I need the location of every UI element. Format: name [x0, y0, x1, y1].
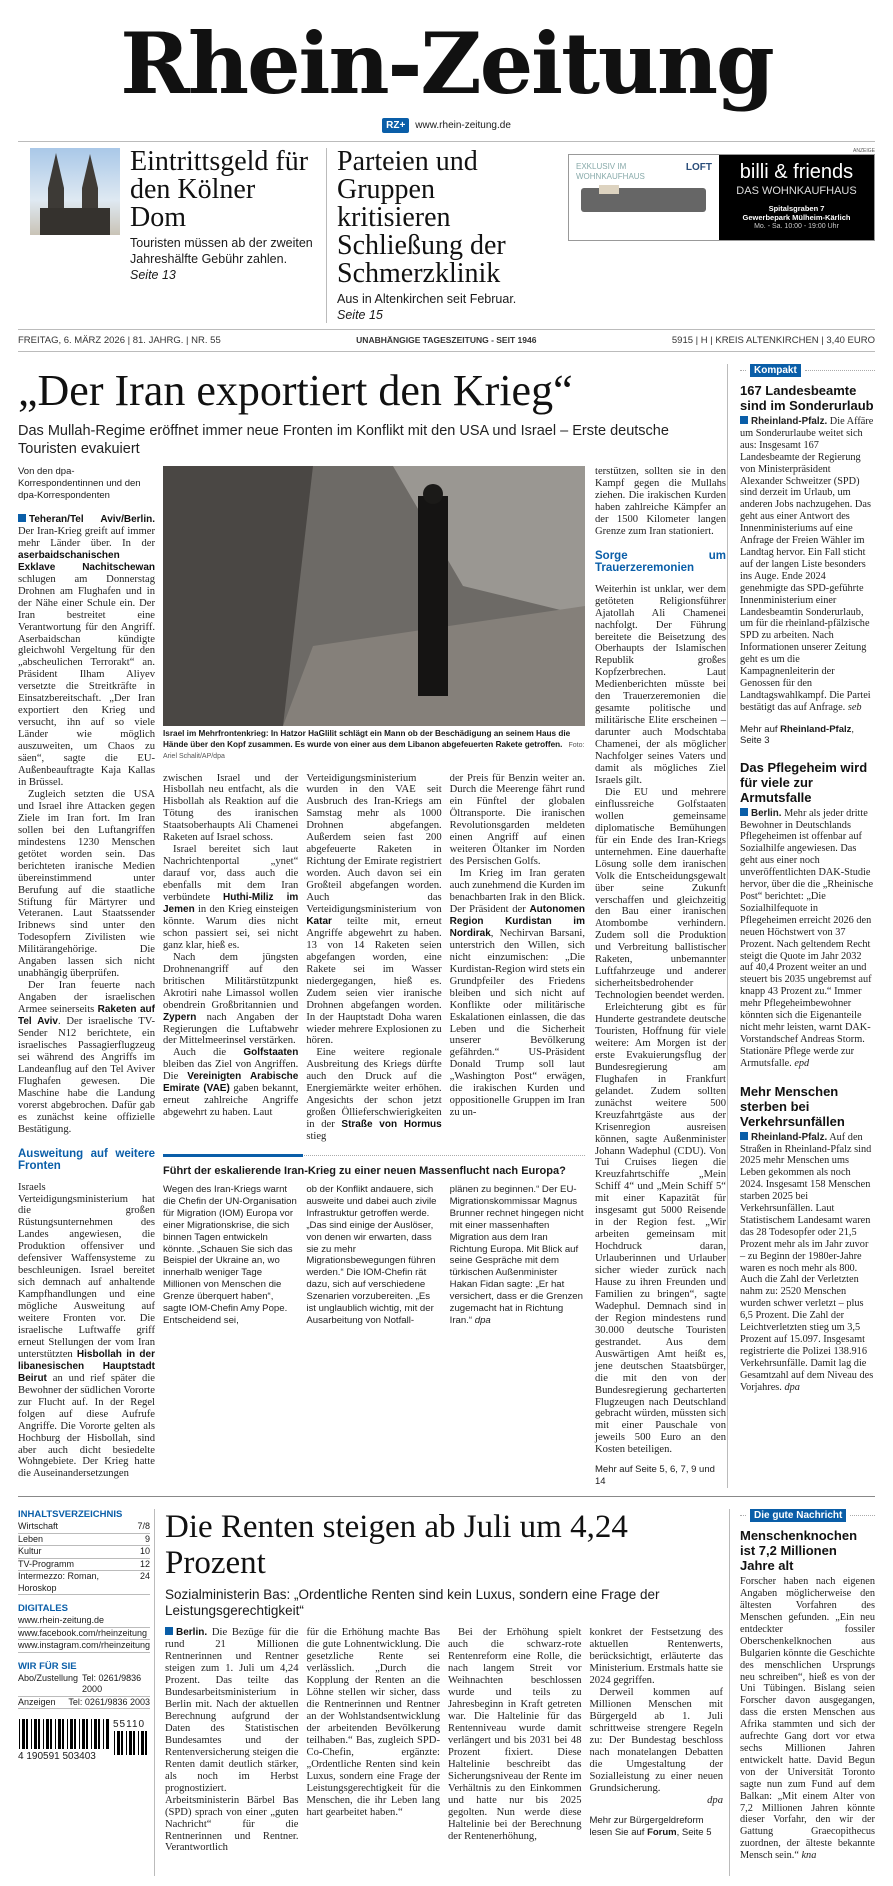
paragraph: Nach dem jüngsten Drohnenangriff auf den britischen Militärstützpunkt Akrotiri nahe Limassol wollen obendrein Großbritannien und Zypern nach Angaben der Regierungen die Luftabwehr der Mittelmeerinsel verstärken. [163, 951, 299, 1047]
sofa-cushion [599, 185, 619, 194]
paragraph: Erleichterung gibt es für Hunderte gestrandete deutsche Touristen, Hoffnung für viele weitere: Am Morgen ist der erste Evakuierungsflug der Bundesregierung am Flughafen in Frankfurt gelandet. Zudem sollten zunächst weitere 500 Kreuzfahrtgäste aus der Krisenregion ausreisen können, sagte Außenminister Johann Wadephul (CDU). Von Tui Cruises liegen die Kreuzfahrtschiffe „Mein Schiff 4“ und „Mein Schiff 5“ mit einer Kapazität für insgesamt gut 5000 Reisende in der Region fest. „Wir arbeiten gemeinsam mit Hochdruck daran, Urlauberinnen und Urlauber sicher wieder zurück nach Hause zu ihren Freunden und Familien zu bringen“, sagte Wadephul. Demnach sind in der Region mindestens rund 30.000 deutsche Touristen gestrandet. Aus dem Auswärtigen Amt heißt es, jene deutschen Staatsbürger, die mit den von der Bundesregierung gecharterten Flugzeugen nach Deutschland gebracht würden, müssten sich mit einer Pauschale von jeweils 500 Euro an den Kosten beteiligen. [595, 1002, 726, 1456]
renten-column [165, 1627, 299, 1854]
barcode-bar [94, 1719, 97, 1749]
barcode-bar [19, 1719, 20, 1749]
index-row[interactable]: Intermezzo: Roman, Horoskop 24 [18, 1571, 150, 1595]
loft-logo: LOFT [685, 162, 712, 173]
box-headline[interactable]: Führt der eskalierende Iran-Krieg zu einer neuen Massenflucht nach Europa? [163, 1165, 566, 1178]
barcode [18, 1719, 150, 1763]
barcode-bar [50, 1719, 52, 1749]
sidebar-item[interactable]: 167 Landesbeamte sind im Sonderurlaub Rheinland-Pfalz. Die Affäre um Sonderurlaube weitet sich aus: Insgesamt 167 Landesbeamte der Regierung von Ministerpräsident Alexander Schweitzer (SPD) sind derzeit im Urlaub, um anderen Jobs nachzugehen. Das geht aus einer Antwort des Innenministeriums auf eine Anfrage der Freien Wähler im Landtag hervor. Ein Fall sticht auf der langen Liste besonders ins Auge. Ende 2024 genehmigte das SPD-geführte Innenministerium einer Landesbeamtin Sonderurlaub, um für die rheinland-pfälzische SPD zu arbeiten. Nach Informationen unserer Zeitung geht es um die Kampagnenleiterin der Genossen für den Landtagswahlkampf. Die Partei bestätigt das auf Anfrage. seb Mehr auf Rheinland-Pfalz, Seite 3 [740, 383, 874, 746]
lead-more-link[interactable]: Mehr auf Seite 5, 6, 7, 9 und 14 [595, 1464, 715, 1488]
barcode-bar [70, 1719, 73, 1749]
ad-tagline: DAS WOHNKAUFHAUS [736, 185, 857, 197]
renten-more-link[interactable]: Mehr zur Bürgergeldreform lesen Sie auf Forum, Seite 5 [589, 1814, 712, 1838]
good-news-label [740, 1509, 875, 1522]
migration-box [163, 1155, 585, 1327]
photo-caption [163, 729, 585, 763]
sidebar-more-link[interactable]: Mehr auf Rheinland-Pfalz, Seite 3 [740, 723, 855, 746]
masthead-url[interactable]: www.rhein-zeitung.de [415, 120, 511, 131]
lead-column-3 [306, 773, 441, 1144]
lead-subhead: Das Mullah-Regime eröffnet immer neue Fronten im Konflikt mit den USA und Israel – Erste deutsche Touristen evakuiert [18, 423, 669, 457]
sidebar-headline: Das Pflegeheim wird für viele zur Armutsfalle [740, 759, 868, 805]
teaser-headline: Parteien und Gruppen kritisieren Schließung der Schmerzklinik [337, 146, 506, 289]
barcode-bar [103, 1719, 104, 1749]
photo-credit: Foto: Ariel Schalit/AP/dpa [163, 741, 585, 760]
byline: Von den dpa-Korrespondentinnen und den dpa-Korrespondenten [18, 466, 141, 501]
divider [18, 351, 875, 352]
paragraph: Der Iran feuerte nach Angaben der israelischen Armee seinerseits Raketen auf Tel Aviv. Der israelische TV-Sender N12 berichtete, ein israelisches Passagierflugzeug sei während des Angriffs im Landeanflug auf den Tel Aviver Flughafen gewesen. Die Maschine habe die Landung vorerst abgebrochen. Dafür gab es zunächst keine offizielle Bestätigung. [18, 980, 155, 1135]
barcode-main [18, 1719, 110, 1749]
barcode-bar [26, 1719, 28, 1749]
paragraph: Israels Verteidigungsministerium hat die großen Rüstungsunternehmen des Landes angewiesen, die Produktion offensiver und defensiver Waffensysteme zu beschleunigen. Israel bereitet sich demnach auf anhaltende Kampfhandlungen und eine mögliche Ausweitung auf weitere Fronten vor. Die israelische Luftwaffe griff erneut Stellungen der vom Iran unterstützten Hisbollah in der libanesischen Hauptstadt Beirut an und rief später die Bewohner der südlichen Vororte zur Flucht auf. In der Regel folgen auf diese Aufrufe Angriffe. Die Vororte gelten als Hochburg der Hisbollah, sind aber auch dicht besiedelte Wohngebiete. Der Krieg hatte die Auseinandersetzungen [18, 1181, 155, 1480]
sidebar-kompakt [740, 364, 875, 377]
contact-row[interactable]: Anzeigen Tel: 0261/9836 2003 [18, 1697, 150, 1710]
sidebar-item[interactable]: Mehr Menschen sterben bei Verkehrsunfällen Rheinland-Pfalz. Auf den Straßen in Rheinland-Pfalz sind 2025 mehr Menschen ums Leben gekommen als noch 2024. Insgesamt 158 Menschen starben 2025 bei Verkehrsunfällen. Laut Statistischem Landesamt waren das 28 Todesopfer oder 21,5 Prozent mehr als im Jahr zuvor – zu Beginn der 1980er-Jahre waren es noch mehr als 800. Auch die Zahl der Verletzten nahm zu: 2520 Menschen wurden schwer verletzt – plus 6,5 Prozent. Die Zahl der Leichtverletzten stieg um 3,5 Prozent auf 15.097. Insgesamt registrierte die Polizei 138.916 Verkehrsunfälle. Damit lag die Gesamtzahl auf dem Niveau des Vorjahres. dpa [740, 1083, 874, 1393]
barcode-bar [43, 1719, 44, 1749]
barcode-bar [91, 1719, 92, 1749]
barcode-bar [138, 1731, 139, 1755]
barcode-bar [82, 1719, 85, 1749]
lead-photo[interactable] [163, 466, 585, 726]
digital-link[interactable]: www.instagram.com/rheinzeitung [18, 1640, 150, 1653]
lead-column-2 [163, 773, 298, 1144]
paragraph: zwischen Israel und der Hisbollah neu entfacht, als die Hisbollah als Reaktion auf die Tötung des iranischen Staatsoberhaupts Ali Chamenei Raketen auf Israel schoss. [163, 772, 299, 844]
digital-link[interactable]: www.facebook.com/rheinzeitung [18, 1628, 150, 1641]
newspaper-claim: UNABHÄNGIGE TAGESZEITUNG - SEIT 1946 [356, 335, 537, 345]
paragraph: Berlin. Die Bezüge für die rund 21 Millionen Rentnerinnen und Rentner steigen zum 1. Juli um 4,24 Prozent. Das teilte das Bundesarbeitsministerium in Berlin mit. Nach der aktuellen Berechnung aufgrund der Daten des Statistischen Bundesamtes und der Rentenversicherung steigen die Renten damit deutlich stärker, als noch im Herbst prognostiziert. Arbeitsministerin Bärbel Bas (SPD) sprach von einer „guten Nachricht“ für die Rentnerinnen und Rentner. Verantwortlich [165, 1627, 299, 1854]
barcode-bar [31, 1719, 32, 1749]
ad-address: Gewerbepark Mülheim-Kärlich [742, 213, 851, 222]
sofa-image [581, 188, 706, 212]
issue-date: FREITAG, 6. MÄRZ 2026 | 81. JAHRG. | NR. 55 [18, 335, 221, 346]
paragraph: der Preis für Benzin weiter an. Durch die Meerenge fährt rund ein Fünftel der globalen Öltransporte. Die iranischen Revolutionsgarden meldeten einen Angriff auf einen weiteren Öltanker im Norden des Persischen Golfs. [449, 772, 585, 868]
ad-hours: Mo. - Sa. 10:00 - 19:00 Uhr [754, 223, 839, 230]
advertisement[interactable] [568, 154, 875, 241]
barcode-bar [121, 1731, 123, 1755]
renten-subhead: Sozialministerin Bas: „Ordentliche Renten sind kein Luxus, sondern eine Frage der Leistungsgerechtigkeit“ [165, 1587, 660, 1619]
index-row[interactable]: Leben 9 [18, 1534, 150, 1547]
barcode-bar [141, 1731, 144, 1755]
ad-label: ANZEIGE [853, 148, 875, 154]
paragraph: Im Krieg im Iran geraten auch zunehmend die Kurden im benachbarten Irak in den Blick. Der Präsident der Autonomen Region Kurdistan im Nordirak, Nechirvan Barsani, unterstrich den Willen, sich nicht einzumischen: „Die Kurdistan-Region wird stets ein Grundpfeiler des Friedens bleiben und sich nicht auf Konflikte oder militärische Eskalationen einlassen, die das Leben und die Sicherheit unserer Bevölkerung gefährden.“ US-Präsident Donald Trump soll laut „Washington Post“ erwägen, die irakischen Kurden und oppositionelle Gruppen im Iran zu un- [449, 868, 585, 1119]
barcode-bar [74, 1719, 76, 1749]
teaser-page: Seite 15 [337, 308, 383, 322]
sidebar-headline: 167 Landesbeamte sind im Sonderurlaub [740, 383, 874, 413]
teaser-headline: Eintrittsgeld für den Kölner Dom [130, 146, 309, 233]
box-divider [163, 1155, 585, 1158]
barcode-addon-bars [113, 1731, 149, 1755]
paragraph: für die Erhöhung machte Bas die gute Lohnentwicklung. Die gesetzliche Rente sei verlässlich. „Durch die Kopplung der Renten an die Löhne stellen wir sicher, dass die Rentnerinnen und Rentner an der Wohlstandsentwicklung der arbeitenden Bevölkerung teilhaben.“ Bas, zugleich SPD-Co-Chefin, ergänzte: „Ordentliche Renten sind kein Luxus, sondern eine Frage der Leistungsgerechtigkeit für die Menschen, die ihr Leben lang hart gearbeitet haben.“ [306, 1627, 440, 1818]
lead-column-1 [18, 514, 155, 1480]
ad-brand: billi & friends [739, 161, 854, 183]
good-news-tag: Die gute Nachricht [750, 1509, 846, 1522]
barcode-bar [106, 1719, 109, 1749]
barcode-bar [98, 1719, 100, 1749]
barcode-bar [86, 1719, 88, 1749]
barcode-bar [58, 1719, 61, 1749]
barcode-bar [114, 1731, 115, 1755]
renten-headline[interactable]: Die Renten steigen ab Juli um 4,24 Prozent [165, 1509, 628, 1582]
square-marker-icon [165, 1627, 173, 1635]
renten-column [307, 1627, 441, 1854]
teaser-text: Touristen müssen ab der zweiten Jahreshälfte Gebühr zahlen. [130, 236, 313, 266]
square-marker-icon [18, 514, 26, 522]
paragraph: Derweil kommen auf Millionen Menschen mit Bürgergeld ab 1. Juli schrittweise strengere Regeln zu: Der Bundestag beschloss nach monatelangen Debatten die Umgestaltung der Sozialleistung zu einer neuen Grundsicherung. [589, 1687, 723, 1794]
barcode-bar [62, 1719, 64, 1749]
index-row[interactable]: Kultur 10 [18, 1546, 150, 1559]
barcode-bar [55, 1719, 56, 1749]
paragraph: terstützen, sollten sie in den Kampf gegen die Mullahs ziehen. Die irakischen Kurden haben zahlreiche Kämpfer an der 1500 Kilometer langen Grenze zum Iran stationiert. [595, 466, 726, 537]
divider [326, 148, 327, 323]
ad-exclusive-text: EXKLUSIV IM WOHNKAUFHAUS [576, 162, 645, 181]
barcode-bar [129, 1731, 132, 1755]
box-column: Wegen des Iran-Kriegs warnt die Chefin der UN-Organisation für Migration (IOM) Europa vor einer Migrationskrise, die sich binnen Tagen entwickeln könnte. „Schauen Sie sich das Beispiel der Ukraine an, wo innerhalb weniger Tage Millionen von Menschen die Grenze überquert haben“, sagte IOM-Chefin Amy Pope. Entscheidend sei, [163, 1184, 297, 1327]
barcode-bar [133, 1731, 135, 1755]
paragraph: konkret der Festsetzung des aktuellen Rentenwerts, berücksichtigt, erläuterte das Ministerium. Erstmals hatte sie 2024 gegriffen. [589, 1627, 723, 1687]
contact-title: WIR FÜR SIE [18, 1660, 77, 1672]
contact-row[interactable]: Abo/Zustellung Tel: 0261/9836 2000 [18, 1673, 150, 1697]
section-heading: Ausweitung auf weitere Fronten [18, 1147, 155, 1172]
barcode-bar [38, 1719, 40, 1749]
lead-column-5 [595, 466, 726, 1456]
barcode-bar [145, 1731, 147, 1755]
index-row[interactable]: Wirtschaft 7/8 [18, 1521, 150, 1534]
good-news-item[interactable]: Menschenknochen ist 7,2 Millionen Jahre alt Forscher haben nach eigenen Angaben möglicherweise den ältesten Vorfahren des Menschen gefunden. „Ein neu entdeckter fossiler Oberschenkelknochen aus Bulgarien könnte die Geschichte des menschlichen Ursprungs neu schreiben“, hieß es von der Uni Tübingen. Bislang seien Forscher davon ausgegangen, dass die ersten Menschen aus Afrika stammten und sich der aufrechte Gang dort vor etwa sechs Millionen Jahren entwickelt hatte. David Begun von der Universität Toronto sagte nun zum Fund auf dem Balkan: „Mit einem Alter von 7,2 Millionen Jahren könnte dieser Vorfahr, den wir der Gattung Graecopithecus zuordnen, der älteste bekannte Mensch sein.“ kna [740, 1528, 875, 1862]
cologne-cathedral-photo[interactable] [30, 148, 120, 235]
teaser-page: Seite 13 [130, 268, 176, 282]
digital-link[interactable]: www.rhein-zeitung.de [18, 1615, 150, 1628]
paragraph: Eine weitere regionale Ausbreitung des Kriegs dürfte auch den Druck auf die Energiemärkte weiter erhöhen. Angesichts der schon jetzt großen Öllieferschwierigkeiten in der Straße von Hormus stieg [306, 1047, 442, 1143]
paragraph: Weiterhin ist unklar, wer dem getöteten Religionsführer Ajatollah Ali Chamenei nachfolgt. Der Führung bereitete die Beisetzung des Oberhaupts der Islamischen Republik großes Kopfzerbrechen. Laut Medienberichten müsste bei den Trauerzeremonien die gesamte politische und militärische Elite erscheinen – darunter auch Modschtaba Chamenei, der als möglicher Nachfolger seines Vaters und damit als mögliches Ziel Israels gilt. [595, 583, 726, 786]
barcode-bar [34, 1719, 37, 1749]
digital-title: DIGITALES [18, 1603, 68, 1615]
paragraph: Teheran/Tel Aviv/Berlin. Der Iran-Krieg greift auf immer mehr Länder über. In der aserbaidschanischen Exklave Nachitschewan schlugen am Donnerstag Drohnen am Flughafen und in der Nähe einer Schule ein. Der Iran bestreitet eine Verantwortung für den Angriff. Aserbaidschan kündigte gleichwohl Vergeltung für den „abscheulichen Terrorakt“ an. Präsident Ilham Aliyev versetzte die Streitkräfte in Einsatzbereitschaft. „Der Iran exportiert den Krieg und versucht, ihn auf so viele Länder wie möglich auszuweiten, um Chaos zu säen“, sagte die EU-Außenbeauftragte Kaja Kallas in Brüssel. [18, 514, 155, 788]
agency-tag: dpa [707, 1794, 723, 1806]
ad-address: Spitalsgraben 7 [768, 204, 825, 213]
teaser-dom[interactable] [130, 148, 316, 283]
sidebar-headline: Mehr Menschen sterben bei Verkehrsunfällen [740, 1083, 845, 1129]
paragraph: Bei der Erhöhung spielt auch die schwarz-rote Rentenreform eine Rolle, die nach langem Streit vor Weihnachten beschlossen wurde und teils zu Jahresbeginn in Kraft getreten war. Die Haltelinie für das Rentenniveau wurde damit verlängert und bis 2031 bei 48 Prozent fixiert. Diese Haltelinie beschreibt das Sicherungsniveau der Rente im Verhältnis zu den Einkommen und hatte nur bis 2025 gegolten. Nun werde diese Haltelinie bei der Berechnung der Rentenerhöhung, [448, 1627, 582, 1842]
rz-plus-badge[interactable]: RZ+ [382, 118, 409, 133]
barcode-bar [117, 1731, 120, 1755]
renten-column [590, 1627, 724, 1794]
paragraph: Verteidigungsministerium wurden in den VAE seit Ausbruch des Iran-Kriegs am Samstag mehr als 1000 Drohnen abgefangen. Außerdem seien fast 200 abgefeuerte Raketen in Richtung der Emirate registriert worden. Auch davon sei ein Großteil abgefangen worden. Auch das Verteidigungsministerium von Katar teilte mit, erneut Angriffe abgewehrt zu haben. 13 von 14 Raketen seien abgefangen worden, eine Rakete sei im Wasser niedergegangen, hieß es. Zudem seien vier iranische Drohnen abgefangen worden. In der Hauptstadt Doha waren wieder mehrere Explosionen zu hören. [306, 772, 442, 1047]
barcode-bar [22, 1719, 25, 1749]
table-of-contents [18, 1509, 155, 1876]
kompakt-tag: Kompakt [750, 364, 801, 377]
teaser-schmerzklinik[interactable] [337, 148, 542, 323]
lead-headline[interactable]: „Der Iran exportiert den Krieg“ [18, 366, 573, 415]
barcode-bar [46, 1719, 49, 1749]
paragraph: Auch die Golfstaaten bleiben das Ziel von Angriffen. Die Vereinigten Arabische Emirate (VAE) gaben bekannt, erneut zahlreiche Angriffe abgewehrt zu haben. Laut [163, 1047, 299, 1119]
box-column: ob der Konflikt andauere, sich ausweite und dabei auch zivile Infrastruktur getroffen werde. „Das sind einige der Auslöser, von denen wir erwarten, dass sie zu mehr Migrationsbewegungen führen werden.“ Die IOM-Chefin rät dazu, sich auf verschiedene Szenarien vorzubereiten. „Es ist unglaublich wichtig, mit der Ausarbeitung von Notfall- [306, 1184, 437, 1327]
renten-column [448, 1627, 582, 1854]
barcode-number: 4 190591 503403 [18, 1751, 96, 1763]
masthead-logo: Rhein-Zeitung [120, 14, 773, 113]
index-title: INHALTSVERZEICHNIS [18, 1509, 123, 1521]
paragraph: Zugleich setzten die USA und Israel ihre Attacken gegen Ziele im Iran fort. Im Iran sollen bei den Luftangriffen mindestens 1230 Menschen getötet worden sein. Das berichteten iranische Medien übereinstimmend unter Berufung auf die staatliche Stiftung für Märtyrer und Veteranen. Laut Staatssender Iribnews sind unter den Todesopfern Zivilisten wie Militärangehörige. Die Angaben lassen sich nicht unabhängig überprüfen. [18, 788, 155, 980]
box-column: plänen zu beginnen.“ Der EU-Migrationskommissar Magnus Brunner rechnet hingegen nicht mit einer massenhaften Migration aus dem Iran Richtung Europa. Mit Blick auf seine Gespräche mit dem türkischen Außenminister Hakan Fidan sagte: „Er hat versichert, dass er die Grenzen zugemacht hat in Richtung Iran.“ dpa [449, 1184, 584, 1327]
barcode-addon: 55110 [113, 1719, 146, 1731]
barcode-bar [67, 1719, 68, 1749]
caption-text: Israel im Mehrfrontenkrieg: In Hatzor HaGlilit schlägt ein Mann ob der Beschädigung an seinem Haus die Hände über den Kopf zusammen. Es wurde von einer aus dem Libanon abgefeuerten Rakete getroffen. [163, 729, 571, 749]
section-heading: Sorge um Trauerzeremonien [595, 549, 726, 574]
barcode-bar [79, 1719, 80, 1749]
sidebar-headline: Menschenknochen ist 7,2 Millionen Jahre alt [740, 1528, 858, 1574]
paragraph: Israel bereitet sich laut Nachrichtenportal „ynet“ darauf vor, dass auch die ebenfalls mit dem Iran verbündete Huthi-Miliz im Jemen in den Krieg einsteigen könnte. Warum dies nicht schon passiert sei, sei nicht ganz klar, hieß es. [163, 844, 299, 951]
box-accent [163, 1154, 303, 1157]
lead-column-4 [450, 773, 585, 1144]
sidebar-item[interactable]: Das Pflegeheim wird für viele zur Armutsfalle Berlin. Mehr als jeder dritte Bewohner in Deutschlands Pflegeheimen ist offenbar auf Sozialhilfe angewiesen. Das geht aus einer noch unveröffentlichten DAK-Studie hervor, über die die „Rheinische Post“ berichtet: „Die Sozialhilfequote in Pflegeheimen erreicht 2026 den neuen Höchstwert von 37 Prozent. Nach geltendem Recht steigt die Quote im Jahr 2032 auf 40,4 Prozent weiter an und steuert bis 2035 ungebremst auf knapp 43 Prozent zu.“ Immer mehr Pflegeheimbewohner könnten sich die Eigenanteile nicht mehr leisten, warnt DAK-Vorstandschef Andreas Storm. Stationäre Pflege werde zur Armutsfalle. epd [740, 759, 874, 1069]
paragraph: Die EU und mehrere einflussreiche Golfstaaten wollen gemeinsame diplomatische Bemühungen für ein Ende des Iran-Kriegs unternehmen. Eine dauerhafte Lösung solle dem iranischen Volk die Entscheidungsgewalt über seine Zukunft verschaffen und gleichzeitig den Bau einer iranischen Atombombe verhindern. Zudem soll die Produktion und Verbreitung ballistischer Raketen, unbemannter Luftfahrzeuge und anderer sicherheitsbedrohender Technologien beendet werden. [595, 786, 726, 1002]
edition-price: 5915 | H | KREIS ALTENKIRCHEN | 3,40 EURO [671, 335, 875, 346]
index-row[interactable]: TV-Programm 12 [18, 1559, 150, 1572]
teaser-text: Aus in Altenkirchen seit Februar. [337, 292, 517, 306]
agency-tag: dpa [474, 1315, 491, 1327]
barcode-bar [126, 1731, 127, 1755]
